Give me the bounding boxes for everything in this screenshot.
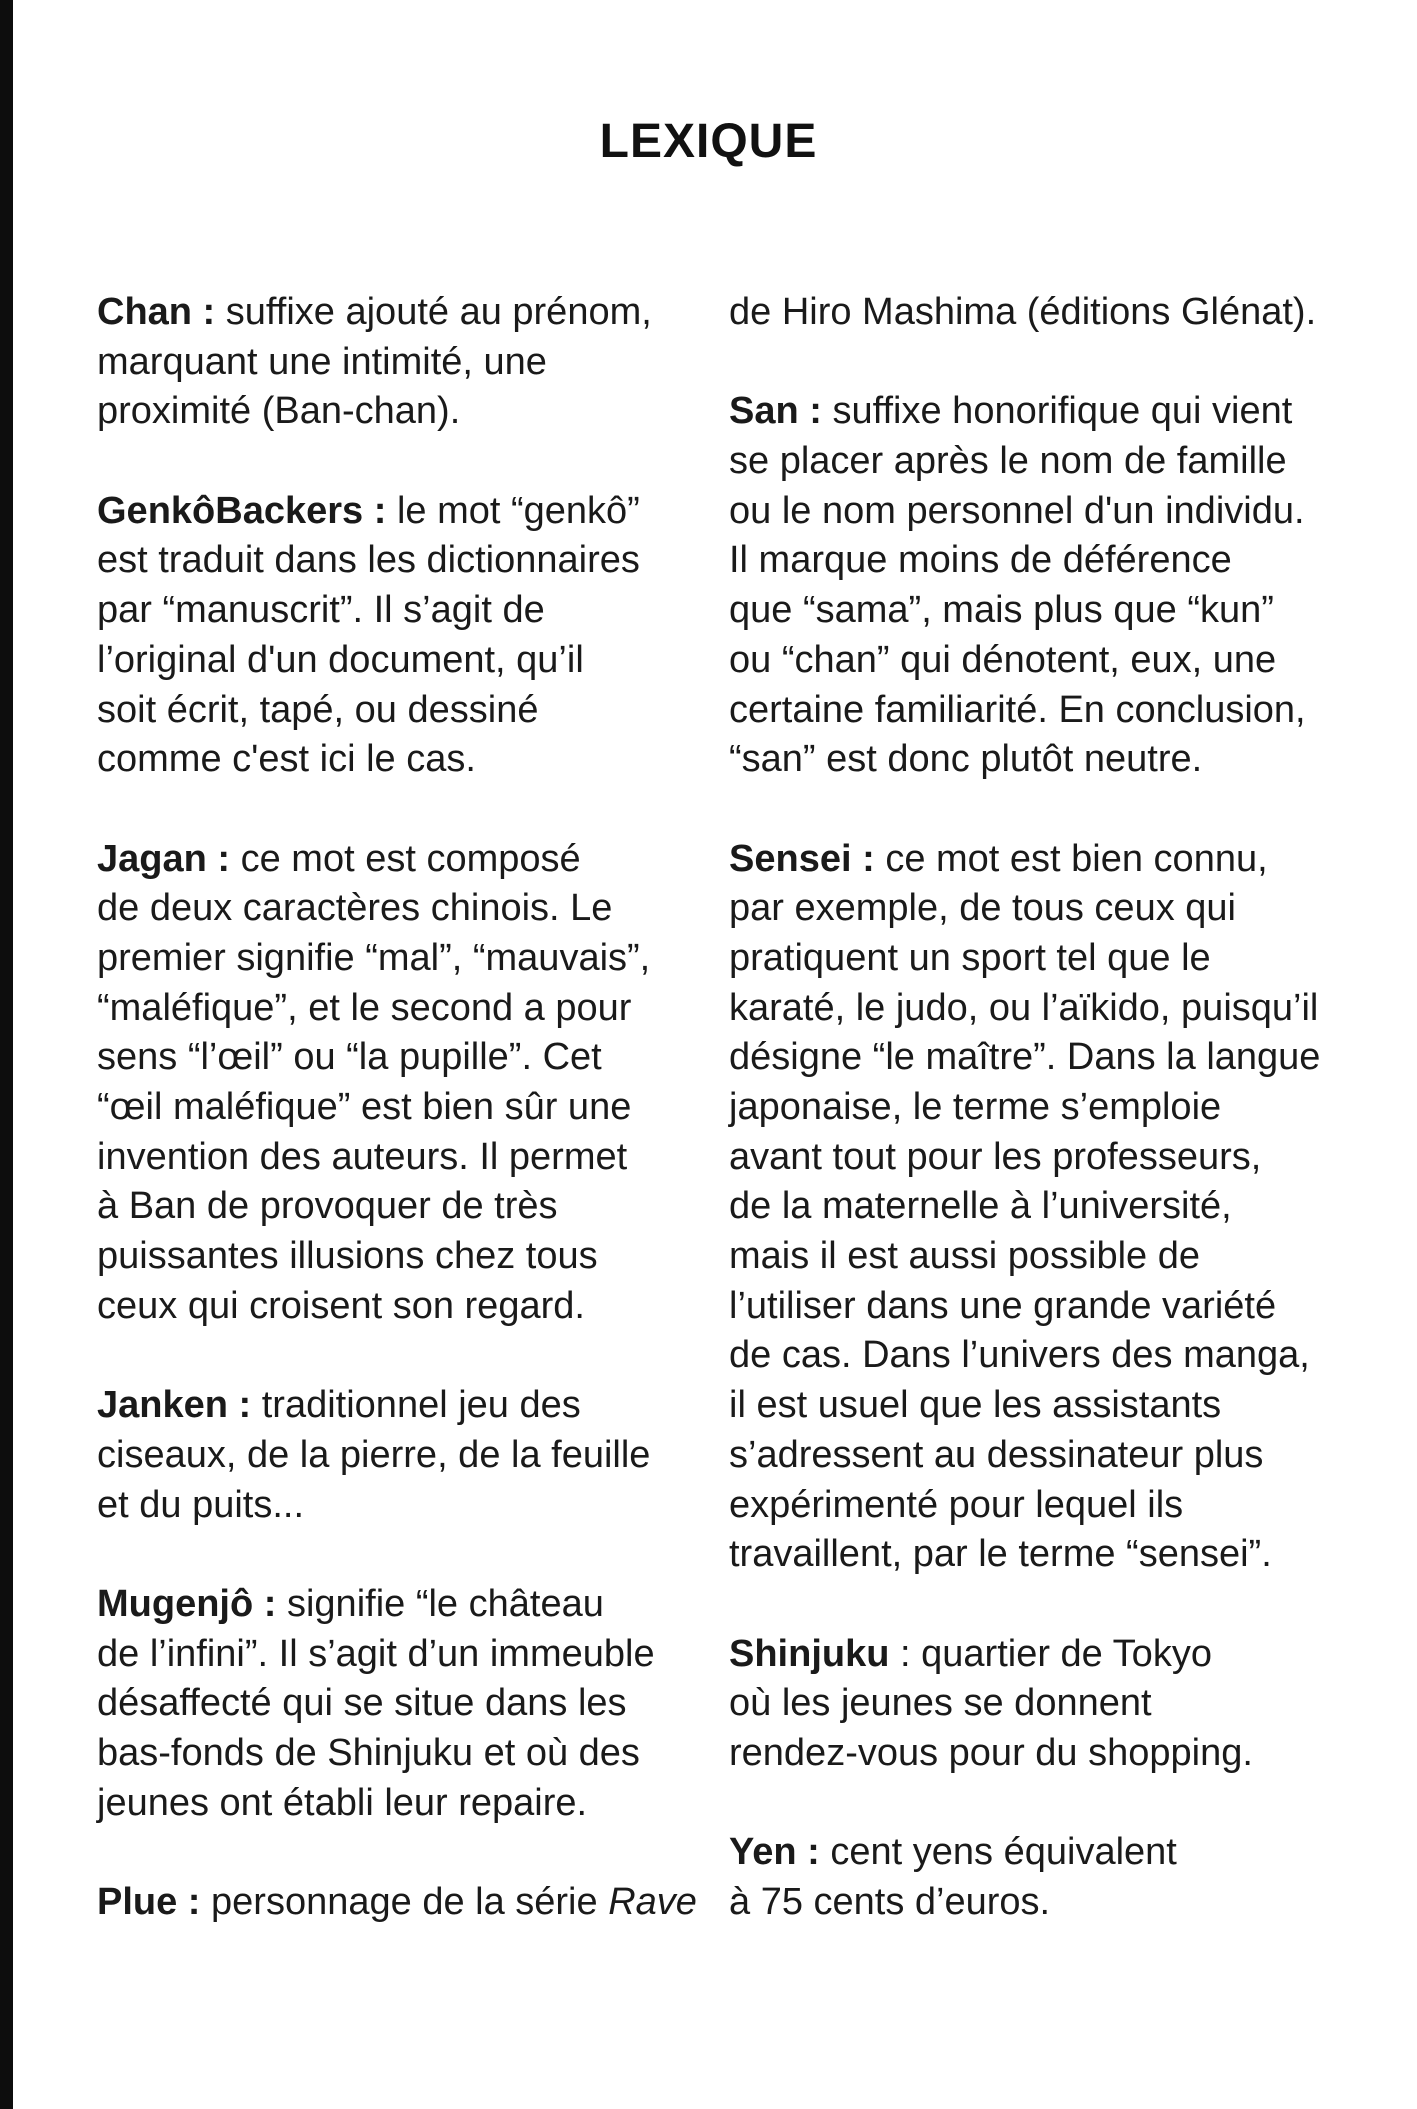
page-edge-bar (0, 0, 13, 2109)
entry-chan: Chan : suffixe ajouté au prénom, marquant une intimité, une proximité (Ban-chan). (97, 291, 652, 433)
term-jagan: Jagan (97, 837, 207, 880)
entry-janken: Janken : traditionnel jeu des ciseaux, de la pierre, de la feuille et du puits... (97, 1384, 651, 1526)
entry-shinjuku: Shinjuku : quartier de Tokyo où les jeunes se donnent rendez-vous pour du shopping. (729, 1632, 1253, 1774)
entry-mugenjo: Mugenjô : signifie “le château de l’infini”. Il s’agit d’un immeuble désaffecté qui se situe dans les bas-fonds de Shinjuku et où des jeunes ont établi leur repaire. (97, 1582, 655, 1824)
page-title: LEXIQUE (599, 115, 818, 168)
term-genkobackers: GenkôBackers (97, 489, 364, 532)
term-shinjuku: Shinjuku (729, 1632, 890, 1675)
term-chan: Chan (97, 291, 192, 333)
entry-san: San : suffixe honorifique qui vient se placer après le nom de famille ou le nom personnel d'un individu. Il marque moins de déférence que “sama”, mais plus que “kun” ou “chan” qui dénotent, eux, une certaine familiarité. En conclusion, “san” est donc plutôt neutre. (729, 390, 1306, 781)
term-plue: Plue (97, 1881, 178, 1923)
term-mugenjo: Mugenjô (97, 1582, 254, 1625)
entry-plue-continuation: de Hiro Mashima (éditions Glénat). (729, 291, 1317, 333)
right-column (729, 288, 1369, 1928)
term-yen: Yen (729, 1831, 797, 1874)
series-title-rave: Rave (608, 1881, 697, 1923)
term-san: San (729, 390, 799, 433)
entry-jagan: Jagan : ce mot est composé de deux caractères chinois. Le premier signifie “mal”, “mauvais”, “maléfique”, et le second a pour sens “l’œil” ou “la pupille”. Cet “œil maléfique” est bien sûr une invention des auteurs. Il permet à Ban de provoquer de très puissantes illusions chez tous ceux qui croisent son regard. (97, 837, 651, 1327)
entry-sensei: Sensei : ce mot est bien connu, par exemple, de tous ceux qui pratiquent un sport tel que le karaté, le judo, ou l’aïkido, puisqu’il désigne “le maître”. Dans la langue japonaise, le terme s’emploie avant tout pour les professeurs, de la maternelle à l’université, mais il est aussi possible de l’utiliser dans une grande variété de cas. Dans l’univers des manga, il est usuel que les assistants s’adressent au dessinateur plus expérimenté pour lequel ils travaillent, par le terme “sensei”. (729, 837, 1321, 1576)
term-janken: Janken (97, 1384, 228, 1427)
entry-yen: Yen : cent yens équivalent à 75 cents d’euros. (729, 1831, 1177, 1923)
left-column (97, 288, 697, 1928)
entry-genkobackers: GenkôBackers : le mot “genkô” est traduit dans les dictionnaires par “manuscrit”. Il s’agit de l’original d'un document, qu’il soit écrit, tapé, ou dessiné comme c'est ici le cas. (97, 489, 640, 781)
term-sensei: Sensei (729, 837, 852, 880)
entry-plue: Plue : personnage de la série Rave (97, 1881, 697, 1923)
